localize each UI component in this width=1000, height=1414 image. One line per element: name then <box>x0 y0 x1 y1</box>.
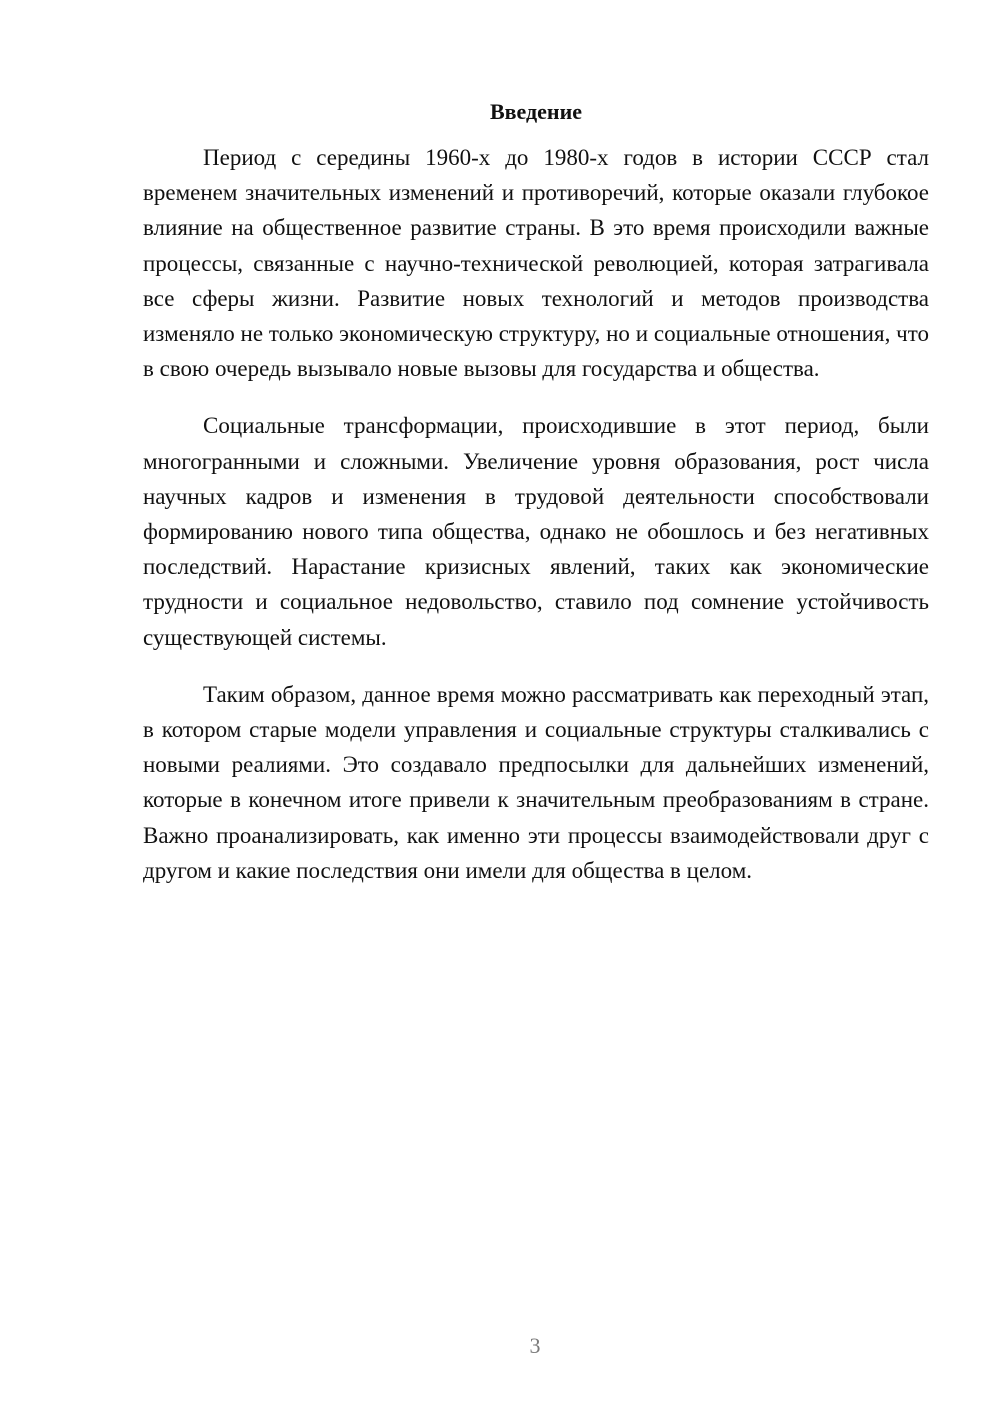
page-number: 3 <box>529 1333 541 1358</box>
section-title: Введение <box>489 99 583 124</box>
paragraph-1: Период с середины 1960-х до 1980-х годов в истории СССР стал временем значительных изменений и противоречий, которые оказали глубокое влияние на общественное развитие страны. В это время происходили важные процессы, связанные с научно-технической революцией, которая затрагивала все сферы жизни. Развитие новых технологий и методов производства изменяло не только экономическую структуру, но и социальные отношения, что в свою очередь вызывало новые вызовы для государства и общества. <box>143 145 929 382</box>
page-content <box>143 96 929 910</box>
paragraph-2: Социальные трансформации, происходившие в этот период, были многогранными и сложными. Увеличение уровня образования, рост числа научных кадров и изменения в трудовой деятельности способствовали формированию нового типа общества, однако не обошлось и без негативных последствий. Нарастание кризисных явлений, таких как экономические трудности и социальное недовольство, ставило под сомнение устойчивость существующей системы. <box>143 413 929 650</box>
paragraph-3: Таким образом, данное время можно рассматривать как переходный этап, в котором старые модели управления и социальные структуры сталкивались с новыми реалиями. Это создавало предпосылки для дальнейших изменений, которые в конечном итоге привели к значительным преобразованиям в стране. Важно проанализировать, как именно эти процессы взаимодействовали друг с другом и какие последствия они имели для общества в целом. <box>143 681 929 883</box>
